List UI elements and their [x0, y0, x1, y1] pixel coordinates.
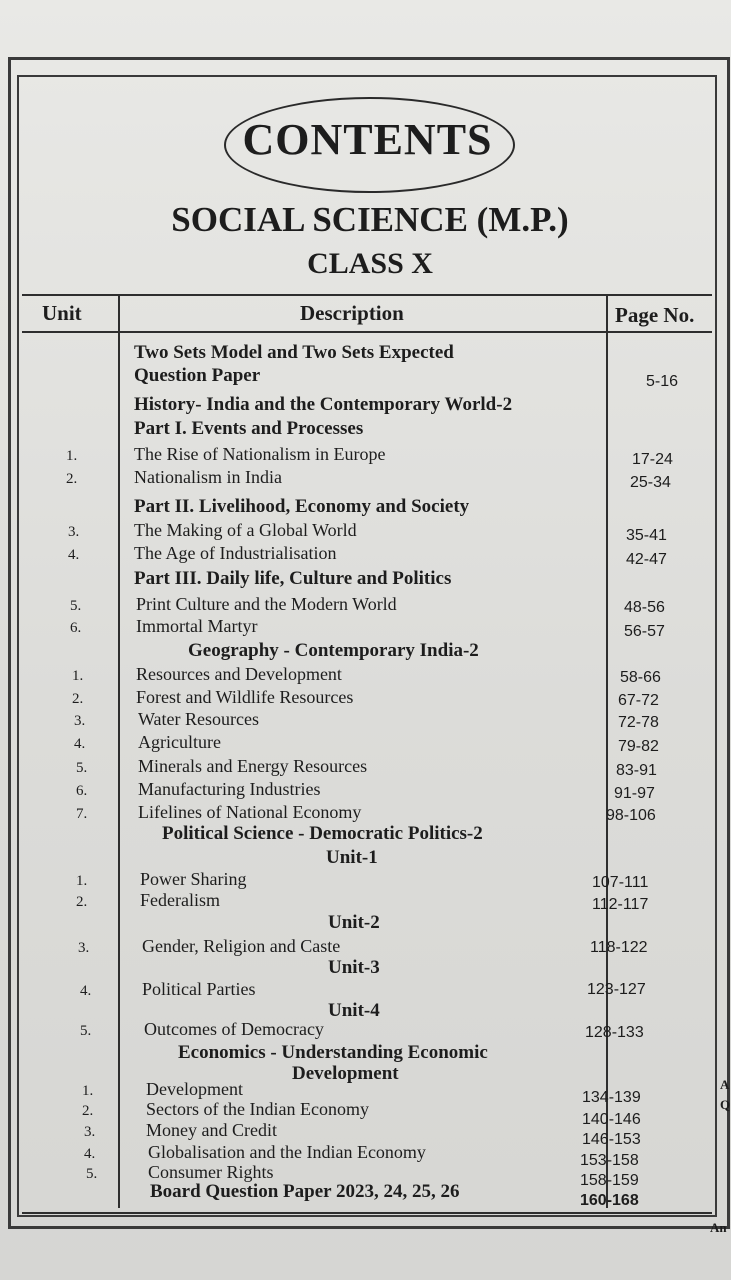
row-description: Question Paper	[134, 365, 261, 386]
row-description: Sectors of the Indian Economy	[146, 1099, 369, 1119]
row-page-number: 17-24	[632, 451, 673, 468]
row-description: Gender, Religion and Caste	[142, 936, 341, 956]
row-unit-number: 1.	[72, 668, 84, 684]
row-description: Lifelines of National Economy	[138, 802, 362, 822]
row-description: Agriculture	[138, 732, 221, 752]
row-description: Immortal Martyr	[136, 616, 258, 636]
row-page-number: 107-111	[592, 874, 649, 891]
row-description: Consumer Rights	[148, 1162, 274, 1182]
row-description: Globalisation and the Indian Economy	[148, 1142, 426, 1162]
row-page-number: 48-56	[624, 599, 665, 616]
row-description: Outcomes of Democracy	[144, 1019, 324, 1039]
row-unit-number: 7.	[76, 806, 88, 822]
row-unit-number: 2.	[76, 894, 88, 910]
edge-text-an: An	[710, 1220, 727, 1235]
row-description: Print Culture and the Modern World	[136, 594, 397, 614]
row-description: Resources and Development	[136, 664, 342, 684]
row-description: Federalism	[140, 890, 220, 910]
row-description: Forest and Wildlife Resources	[136, 687, 354, 707]
row-unit-number: 4.	[68, 547, 80, 563]
row-page-number: 42-47	[626, 551, 667, 568]
row-page-number: 123-127	[587, 981, 646, 998]
row-unit-number: 2.	[72, 691, 84, 707]
row-description: Nationalism in India	[134, 467, 282, 487]
row-page-number: 91-97	[614, 785, 655, 802]
row-unit-number: 3.	[78, 940, 90, 956]
row-unit-number: 3.	[84, 1124, 96, 1140]
row-unit-number: 2.	[66, 471, 78, 487]
row-description: Development	[146, 1079, 243, 1099]
header-rule	[22, 331, 712, 333]
row-page-number: 72-78	[618, 714, 659, 731]
row-description: Part III. Daily life, Culture and Politics	[134, 568, 452, 589]
row-unit-number: 6.	[70, 620, 82, 636]
row-unit-number: 3.	[74, 713, 86, 729]
row-unit-number: 2.	[82, 1103, 94, 1119]
row-description: The Making of a Global World	[134, 520, 357, 540]
edge-text-a: A	[720, 1077, 730, 1092]
column-divider-unit	[118, 295, 120, 1208]
row-unit-number: 5.	[86, 1166, 98, 1182]
subject-heading: SOCIAL SCIENCE (M.P.)	[171, 200, 569, 239]
row-description: Part I. Events and Processes	[134, 418, 364, 439]
row-unit-number: 1.	[76, 873, 88, 889]
row-description: Manufacturing Industries	[138, 779, 321, 799]
row-page-number: 140-146	[582, 1111, 641, 1128]
row-unit-number: 5.	[80, 1023, 92, 1039]
row-description: Economics - Understanding Economic	[178, 1042, 488, 1063]
edge-text-q: Q	[720, 1097, 731, 1112]
row-page-number: 56-57	[624, 623, 665, 640]
row-unit-number: 5.	[70, 598, 82, 614]
row-unit-number: 3.	[68, 524, 80, 540]
row-page-number: 134-139	[582, 1089, 641, 1106]
row-page-number: 67-72	[618, 692, 659, 709]
row-unit-number: 6.	[76, 783, 88, 799]
row-description: Minerals and Energy Resources	[138, 756, 368, 776]
class-heading: CLASS X	[307, 247, 433, 280]
row-unit-number: 1.	[82, 1083, 94, 1099]
header-description: Description	[300, 301, 404, 325]
header-page-no: Page No.	[615, 303, 695, 327]
page-title: CONTENTS	[242, 115, 493, 164]
row-page-number: 160-168	[580, 1192, 639, 1209]
row-description: Unit-2	[328, 912, 380, 933]
row-description: Political Science - Democratic Politics-2	[162, 823, 483, 844]
row-page-number: 98-106	[606, 807, 656, 824]
row-page-number: 25-34	[630, 474, 671, 491]
row-description: Two Sets Model and Two Sets Expected	[134, 342, 454, 363]
row-description: Unit-4	[328, 1000, 380, 1021]
row-page-number: 158-159	[580, 1172, 639, 1189]
row-description: Power Sharing	[140, 869, 247, 889]
row-description: Water Resources	[138, 709, 259, 729]
row-page-number: 146-153	[582, 1131, 641, 1148]
row-page-number: 58-66	[620, 669, 661, 686]
row-unit-number: 1.	[66, 448, 78, 464]
row-description: Part II. Livelihood, Economy and Society	[134, 496, 470, 517]
row-unit-number: 4.	[84, 1146, 96, 1162]
row-page-number: 112-117	[592, 896, 649, 913]
row-page-number: 83-91	[616, 762, 657, 779]
row-page-number: 79-82	[618, 738, 659, 755]
row-description: History- India and the Contemporary World-2	[134, 394, 513, 415]
row-page-number: 118-122	[590, 939, 648, 956]
row-description: Board Question Paper 2023, 24, 25, 26	[150, 1181, 460, 1202]
row-unit-number: 4.	[74, 736, 86, 752]
row-description: Geography - Contemporary India-2	[188, 640, 479, 661]
row-page-number: 5-16	[646, 373, 679, 390]
header-unit: Unit	[42, 301, 82, 325]
row-unit-number: 4.	[80, 983, 92, 999]
row-description: The Age of Industrialisation	[134, 543, 337, 563]
column-divider-page	[606, 295, 608, 1208]
row-description: The Rise of Nationalism in Europe	[134, 444, 386, 464]
row-description: Unit-1	[326, 847, 378, 868]
row-description: Development	[292, 1063, 399, 1084]
row-page-number: 128-133	[585, 1024, 644, 1041]
row-unit-number: 5.	[76, 760, 88, 776]
row-description: Political Parties	[142, 979, 256, 999]
row-page-number: 153-158	[580, 1152, 639, 1169]
row-page-number: 35-41	[626, 527, 667, 544]
row-description: Unit-3	[328, 957, 380, 978]
row-description: Money and Credit	[146, 1120, 277, 1140]
